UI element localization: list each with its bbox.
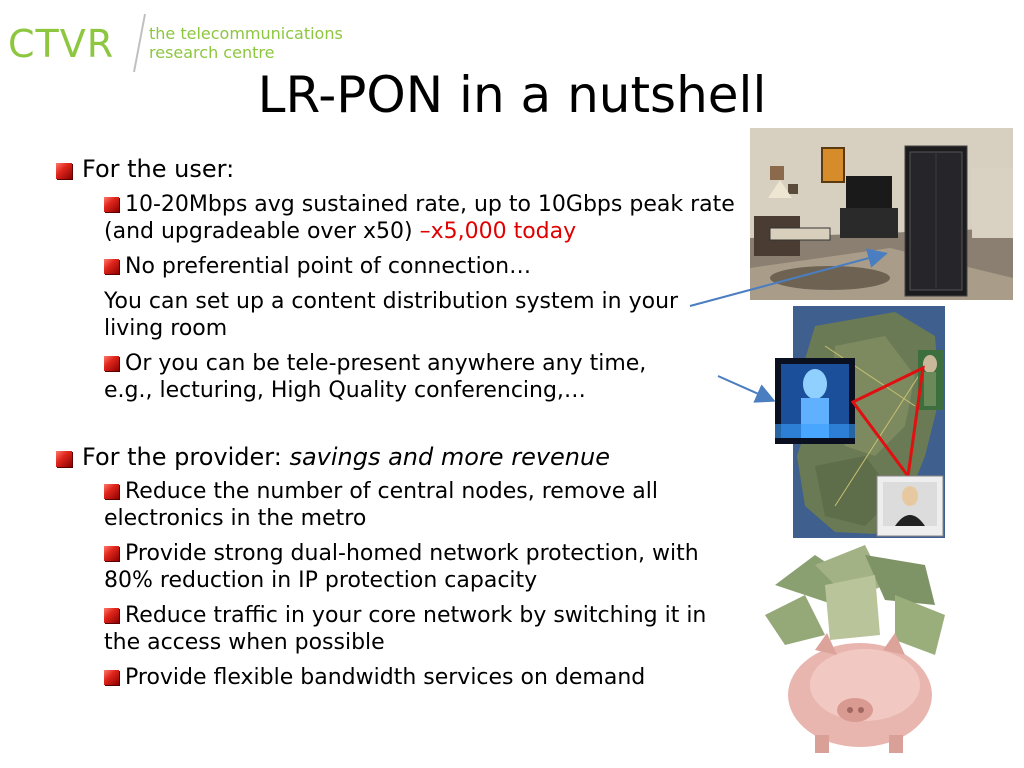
bandwidth-text: Provide flexible bandwidth services on demand bbox=[125, 665, 646, 690]
user-heading-item bbox=[50, 154, 750, 184]
user-bullet-connection bbox=[104, 253, 750, 280]
slide-content bbox=[50, 154, 750, 691]
user-bullet-telepresence bbox=[104, 350, 694, 404]
telepresence-text: Or you can be tele-present anywhere any time, e.g., lecturing, High Quality conferencing,… bbox=[104, 351, 647, 403]
bullet-icon bbox=[104, 608, 119, 623]
connection-text: No preferential point of connection… bbox=[125, 254, 532, 279]
provider-heading-item bbox=[50, 442, 750, 472]
protection-text: Provide strong dual-homed network protection, with 80% reduction in IP protection capacity bbox=[104, 541, 699, 593]
provider-bullet-nodes bbox=[104, 478, 714, 532]
bullet-icon bbox=[56, 451, 72, 467]
user-heading: For the user: bbox=[82, 155, 235, 183]
bullet-icon bbox=[104, 259, 119, 274]
slide-title: LR-PON in a nutshell bbox=[257, 66, 767, 124]
provider-bullet-bandwidth bbox=[104, 664, 749, 691]
logo-line2: research centre bbox=[149, 43, 275, 62]
bullet-icon bbox=[104, 197, 119, 212]
bullet-icon bbox=[104, 670, 119, 685]
rate-text: 10-20Mbps avg sustained rate, up to 10Gbps peak rate (and upgradeable over x50) bbox=[104, 192, 735, 244]
logo-subtitle bbox=[149, 24, 343, 62]
provider-heading-italic: savings and more revenue bbox=[289, 443, 610, 471]
piggy-bank-image bbox=[755, 545, 950, 755]
traffic-text: Reduce traffic in your core network by switching it in the access when possible bbox=[104, 603, 707, 655]
bullet-icon bbox=[104, 356, 119, 371]
bullet-icon bbox=[104, 546, 119, 561]
logo-line1: the telecommunications bbox=[149, 24, 343, 43]
logo-abbr: CTVR bbox=[8, 22, 115, 66]
provider-bullet-traffic bbox=[104, 602, 749, 656]
ireland-map-image bbox=[775, 306, 947, 538]
bullet-icon bbox=[56, 163, 72, 179]
user-bullet-rate bbox=[104, 191, 750, 245]
user-plain-text: You can set up a content distribution system in your living room bbox=[104, 289, 679, 341]
provider-heading: For the provider: bbox=[82, 443, 290, 471]
rate-highlight: –x5,000 today bbox=[412, 219, 577, 244]
nodes-text: Reduce the number of central nodes, remove all electronics in the metro bbox=[104, 479, 658, 531]
ctvr-logo bbox=[8, 10, 368, 72]
living-room-photo bbox=[750, 128, 1013, 300]
provider-bullet-protection bbox=[104, 540, 749, 594]
bullet-icon bbox=[104, 484, 119, 499]
